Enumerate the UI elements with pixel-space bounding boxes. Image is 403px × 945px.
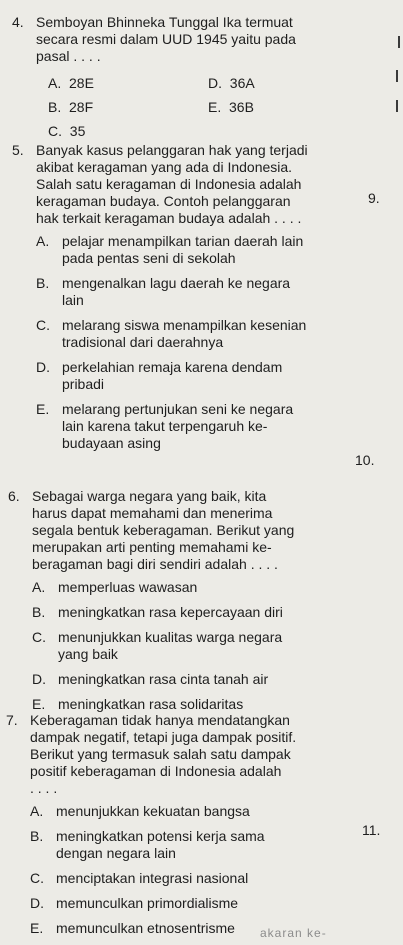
question-number: 7. (6, 712, 18, 728)
option-d[interactable]: D. 36A (208, 75, 255, 91)
question-text: Keberagaman tidak hanya mendatangkan dampak negatif, tetapi juga dampak positif. Berikut yang termasuk salah satu dampak positif keberagaman di Indonesia adalah . . . . (30, 712, 297, 796)
question-text: Semboyan Bhinneka Tunggal Ika termuat secara resmi dalam UUD 1945 yaitu pada pasal . . . . (36, 14, 296, 64)
side-number-9: 9. (368, 190, 380, 206)
question-5 (12, 142, 397, 460)
question-number: 5. (12, 142, 24, 158)
option-d[interactable]: D. meningkatkan rasa cinta tanah air (32, 671, 269, 687)
option-d[interactable]: D. perkelahian remaja karena dendam pribadi (36, 359, 283, 392)
question-text: Banyak kasus pelanggaran hak yang terjadi akibat keragaman yang ada di Indonesia. Salah satu keragaman di Indonesia adalah keragaman budaya. Contoh pelanggaran hak terkait keragaman budaya adalah . . . . (36, 142, 308, 226)
question-4 (12, 14, 397, 143)
bottom-text-fragment: akaran ke- (260, 926, 327, 940)
answer-options (30, 803, 398, 937)
edge-mark (398, 36, 400, 48)
option-c[interactable]: C. menciptakan integrasi nasional (30, 870, 249, 886)
option-c[interactable]: C. 35 (48, 123, 86, 139)
option-c[interactable]: C. melarang siswa menampilkan kesenian tradisional dari daerahnya (36, 317, 307, 350)
option-e[interactable]: E. meningkatkan rasa solidaritas (32, 696, 244, 712)
option-c[interactable]: C. menunjukkan kualitas warga negara yang baik (32, 629, 283, 662)
option-a[interactable]: A. 28E (48, 75, 94, 91)
option-a[interactable]: A. memperluas wawasan (32, 579, 198, 595)
question-text: Sebagai warga negara yang baik, kita harus dapat memahami dan menerima segala bentuk keberagaman. Berikut yang merupakan arti penting memahami ke- beragaman bagi diri sendiri adalah . . . . (32, 488, 295, 572)
option-b[interactable]: B. meningkatkan potensi kerja sama dengan negara lain (30, 828, 265, 861)
option-a[interactable]: A. menunjukkan kekuatan bangsa (30, 803, 250, 819)
question-6 (8, 488, 398, 721)
side-number-11: 11. (362, 822, 381, 838)
question-number: 6. (8, 488, 20, 504)
side-number-10: 10. (355, 452, 375, 468)
option-b[interactable]: B. mengenalkan lagu daerah ke negara lain (36, 275, 291, 308)
option-e[interactable]: E. melarang pertunjukan seni ke negara lain karena takut terpengaruh ke- budayaan asing (36, 401, 294, 451)
option-d[interactable]: D. memunculkan primordialisme (30, 895, 239, 911)
option-e[interactable]: E. 36B (208, 99, 254, 115)
answer-options (36, 233, 397, 452)
option-e[interactable]: E. memunculkan etnosentrisme (30, 920, 235, 936)
edge-mark (396, 100, 398, 112)
option-b[interactable]: B. meningkatkan rasa kepercayaan diri (32, 604, 283, 620)
question-7 (6, 712, 398, 945)
question-number: 4. (12, 14, 24, 30)
answer-options (36, 71, 397, 143)
answer-options (32, 579, 398, 713)
edge-mark (396, 70, 398, 82)
option-a[interactable]: A. pelajar menampilkan tarian daerah lain pada pentas seni di sekolah (36, 233, 304, 266)
option-b[interactable]: B. 28F (48, 99, 94, 115)
